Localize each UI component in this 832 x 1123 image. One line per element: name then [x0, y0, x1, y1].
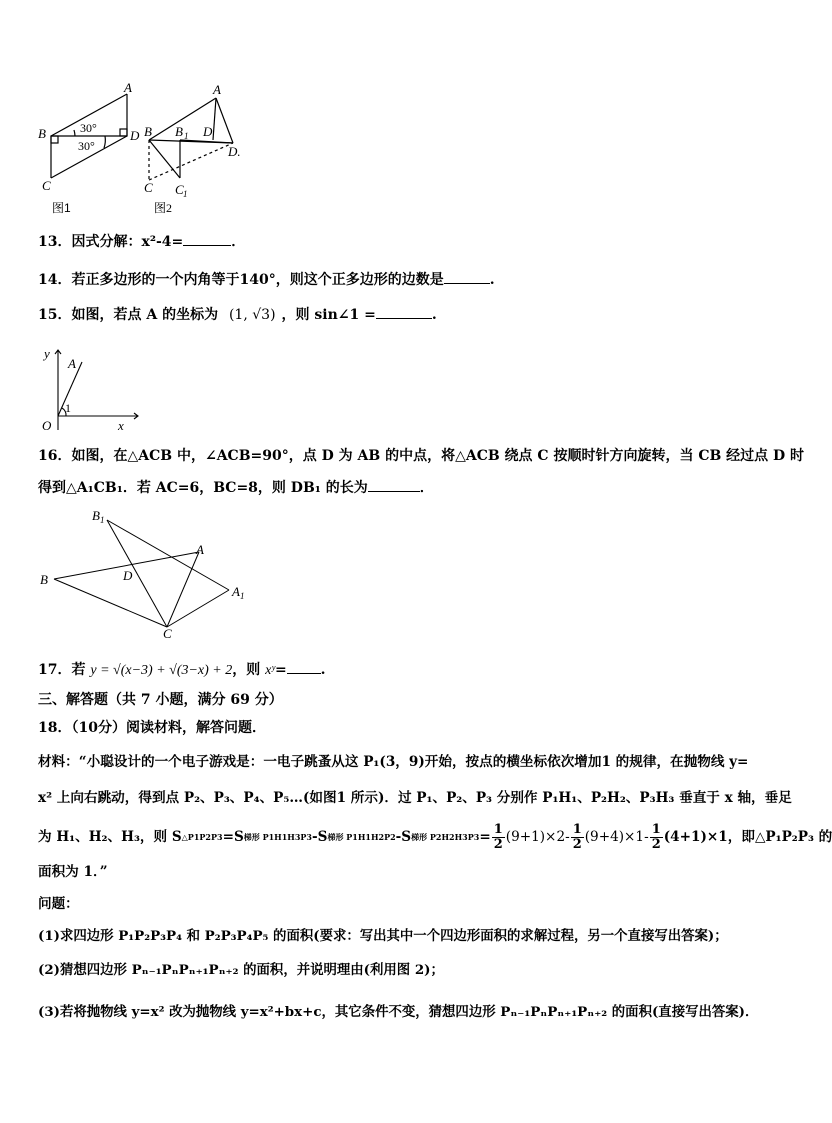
answer-blank	[287, 673, 321, 674]
fig1-label-A: A	[124, 80, 132, 95]
fig1-angle-top: 30°	[80, 121, 97, 135]
question-15: 15．如图，若点 A 的坐标为 (1, √3) ，则 sin∠1 = .	[38, 307, 437, 323]
fig2-label-A: A	[213, 82, 221, 97]
fig2-label-C: C	[144, 180, 153, 195]
q18-part1: (1)求四边形 P₁P₂P₃P₄ 和 P₂P₃P₄P₅ 的面积(要求：写出其中一个四边形面积的求解过程，另一个直接写出答案)；	[38, 928, 728, 944]
figure-2	[149, 98, 233, 180]
q16-label-B1-sub: 1	[100, 515, 105, 525]
fig2-label-C1-sub: 1	[183, 189, 188, 199]
question-16-line2: 得到△A₁CB₁．若 AC=6，BC=8，则 DB₁ 的长为 ．	[38, 480, 434, 496]
fig2-label-B: B	[144, 124, 152, 139]
fig1-label-B: B	[38, 126, 46, 141]
answer-blank	[444, 283, 490, 284]
q16-label-B1: B	[92, 508, 100, 523]
q15-label-A: A	[68, 356, 76, 371]
fig1-caption: 图1	[52, 201, 71, 215]
figure-q16	[34, 506, 254, 646]
fig2-label-D-dot: D.	[228, 144, 241, 159]
q18-material-line2: x² 上向右跳动，得到点 P₂、P₃、P₄、P₅…(如图1 所示)．过 P₁、P₂、P₃ 分别作 P₁H₁、P₂H₂、P₃H₃ 垂直于 x 轴，垂足	[38, 790, 792, 806]
q15-label-y: y	[44, 346, 50, 361]
fig1-angle-bottom: 30°	[78, 139, 95, 153]
q16-label-A: A	[196, 542, 204, 557]
question-16-line1: 16．如图，在△ACB 中，∠ACB=90°，点 D 为 AB 的中点，将△ACB 绕点 C 按顺时针方向旋转，当 CB 经过点 D 时	[38, 448, 805, 464]
fig1-label-C: C	[42, 178, 51, 193]
fig2-label-C1: C	[175, 182, 184, 197]
q16-label-A1-sub: 1	[240, 591, 245, 601]
figure-1	[51, 94, 127, 178]
q18-part2: (2)猜想四边形 Pₙ₋₁PₙPₙ₊₁Pₙ₊₂ 的面积，并说明理由(利用图 2)；	[38, 962, 444, 978]
question-13: 13．因式分解：x²-4= ．	[38, 234, 246, 250]
question-14: 14．若正多边形的一个内角等于140°，则这个正多边形的边数是 .	[38, 272, 495, 288]
answer-blank	[183, 245, 231, 246]
question-18-title: 18．（10分）阅读材料，解答问题．	[38, 720, 266, 736]
q16-label-A1: A	[232, 584, 240, 599]
fig2-label-D: D	[203, 124, 213, 139]
fig2-label-B1-sub: 1	[184, 131, 189, 141]
q16-label-B: B	[40, 572, 48, 587]
q18-wenti: 问题：	[38, 896, 79, 912]
coordinate: (1, √3)	[228, 307, 276, 323]
section-heading: 三、解答题（共 7 小题，满分 69 分）	[38, 692, 283, 708]
formula: y = √(x−3) + √(3−x) + 2	[90, 663, 233, 678]
q18-part3: (3)若将抛物线 y=x² 改为抛物线 y=x²+bx+c，其它条件不变，猜想四边形 Pₙ₋₁PₙPₙ₊₁Pₙ₊₂ 的面积(直接写出答案)．	[38, 1004, 759, 1020]
fraction-half: $\frac{1}{2}$	[572, 821, 582, 852]
question-17: 17．若 y = √(x−3) + √(3−x) + 2，则 xʸ= .	[38, 662, 326, 678]
q18-material-line4: 面积为 1．”	[38, 864, 108, 880]
fraction-half: $\frac{1}{2}$	[493, 821, 503, 852]
q15-label-x: x	[118, 418, 124, 433]
q15-label-angle: 1	[65, 401, 71, 415]
q18-material-line3: 为 H₁、H₂、H₃，则 S △P1P2P3 =S 梯形 P1H1H3P3 -S 梯形 P1H1H2P2 -S 梯形 P2H2H3P3 = $\frac{1}{2}$ (9+1)×2- $\frac{1}{2}$ (9+4)×1- $\frac{1}{2}$ (4+1)×1，即△P₁P₂P₃ 的	[38, 821, 832, 852]
q15-label-O: O	[42, 418, 52, 433]
answer-blank	[376, 318, 432, 319]
answer-blank	[368, 491, 420, 492]
fig2-label-B1: B	[175, 124, 183, 139]
figures-1-2	[30, 80, 260, 220]
power: xʸ	[265, 663, 275, 678]
fig2-caption: 图2	[154, 201, 173, 215]
q16-label-C: C	[163, 626, 172, 641]
fig1-label-D: D	[130, 128, 140, 143]
figure-q15	[40, 342, 150, 434]
q18-material-line1: 材料：“小聪设计的一个电子游戏是：一电子跳蚤从这 P₁(3，9)开始，按点的横坐标依次增加1 的规律，在抛物线 y=	[38, 754, 749, 770]
fraction-half: $\frac{1}{2}$	[651, 821, 661, 852]
q16-label-D: D	[123, 568, 133, 583]
